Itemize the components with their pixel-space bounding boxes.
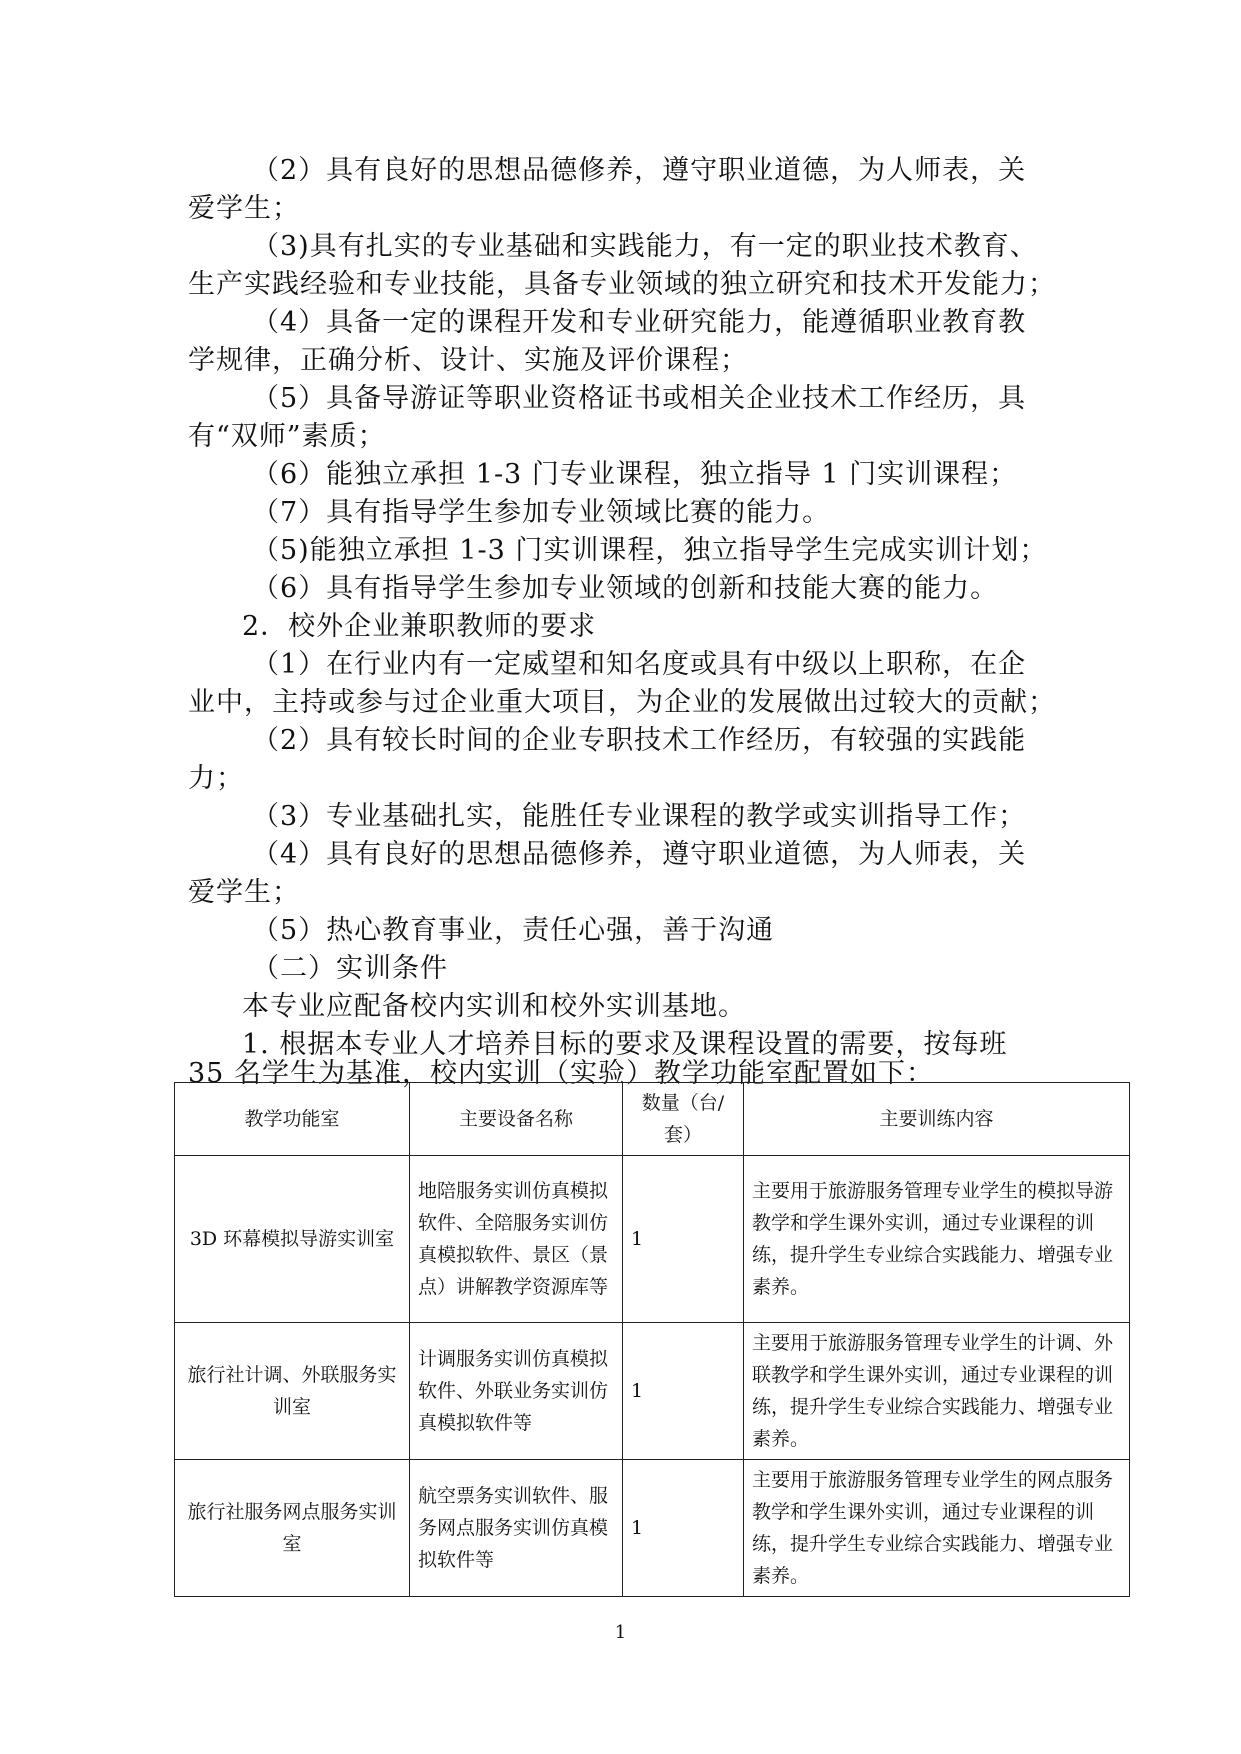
text-line: （6）能独立承担 1-3 门专业课程，独立指导 1 门实训课程； (252, 459, 1018, 490)
table-row (175, 1323, 1130, 1460)
text-line: （5）具备导游证等职业资格证书或相关企业技术工作经历，具 (252, 383, 1027, 414)
facilities-table (174, 1082, 1130, 1597)
text-line: （4）具备一定的课程开发和专业研究能力，能遵循职业教育教 (252, 307, 1027, 338)
text-line: （1）在行业内有一定威望和知名度或具有中级以上职称，在企 (252, 649, 1027, 680)
text-line: （3）专业基础扎实，能胜任专业课程的教学或实训指导工作； (252, 801, 1027, 832)
table-row (175, 1156, 1130, 1323)
section-heading: （二）实训条件 (252, 953, 448, 984)
text-line: 有“双师”素质； (188, 421, 386, 452)
text-line: 1. 根据本专业人才培养目标的要求及课程设置的需要，按每班 (242, 1029, 1008, 1060)
content-cell: 主要用于旅游服务管理专业学生的网点服务教学和学生课外实训，通过专业课程的训练，提升学生专业综合实践能力、增强专业素养。 (744, 1460, 1130, 1597)
equipment-cell: 航空票务实训软件、服务网点服务实训仿真模拟软件等 (410, 1460, 623, 1597)
text-line: 35 名学生为基准，校内实训（实验）教学功能室配置如下： (188, 1058, 934, 1089)
quantity-cell: 1 (623, 1323, 744, 1460)
text-line: 学规律，正确分析、设计、实施及评价课程； (188, 345, 748, 376)
text-line: （3)具有扎实的专业基础和实践能力，有一定的职业技术教育、 (252, 231, 1038, 262)
text-line: （2）具有良好的思想品德修养，遵守职业道德，为人师表，关 (252, 155, 1027, 186)
room-cell: 旅行社服务网点服务实训室 (175, 1460, 410, 1597)
text-line: （5）热心教育事业，责任心强，善于沟通 (252, 915, 775, 946)
text-line: 业中，主持或参与过企业重大项目，为企业的发展做出过较大的贡献； (188, 687, 1056, 718)
column-header: 教学功能室 (175, 1083, 410, 1156)
column-header: 主要设备名称 (410, 1083, 623, 1156)
table-header-row (175, 1083, 1130, 1156)
room-cell: 3D 环幕模拟导游实训室 (175, 1156, 410, 1323)
text-line: （6）具有指导学生参加专业领域的创新和技能大赛的能力。 (252, 573, 999, 604)
room-cell: 旅行社计调、外联服务实训室 (175, 1323, 410, 1460)
table-row (175, 1460, 1130, 1597)
quantity-cell: 1 (623, 1460, 744, 1597)
text-line: （2）具有较长时间的企业专职技术工作经历，有较强的实践能 (252, 725, 1027, 756)
column-header: 主要训练内容 (744, 1083, 1130, 1156)
quantity-cell: 1 (623, 1156, 744, 1323)
text-line: （7）具有指导学生参加专业领域比赛的能力。 (252, 497, 831, 528)
text-line: 爱学生； (188, 877, 300, 908)
text-line: 生产实践经验和专业技能，具备专业领域的独立研究和技术开发能力； (188, 269, 1056, 300)
text-line: 本专业应配备校内实训和校外实训基地。 (242, 991, 746, 1022)
text-line: 力； (188, 763, 244, 794)
column-header: 数量（台/套） (623, 1083, 744, 1156)
text-line: 爱学生； (188, 193, 300, 224)
section-heading: 2．校外企业兼职教师的要求 (242, 611, 597, 642)
equipment-cell: 地陪服务实训仿真模拟软件、全陪服务实训仿真模拟软件、景区（景点）讲解教学资源库等 (410, 1156, 623, 1323)
content-cell: 主要用于旅游服务管理专业学生的计调、外联教学和学生课外实训，通过专业课程的训练，提升学生专业综合实践能力、增强专业素养。 (744, 1323, 1130, 1460)
text-line: （5)能独立承担 1-3 门实训课程，独立指导学生完成实训计划； (252, 535, 1048, 566)
content-cell: 主要用于旅游服务管理专业学生的模拟导游教学和学生课外实训，通过专业课程的训练，提升学生专业综合实践能力、增强专业素养。 (744, 1156, 1130, 1323)
text-line: （4）具有良好的思想品德修养，遵守职业道德，为人师表，关 (252, 839, 1027, 870)
equipment-cell: 计调服务实训仿真模拟软件、外联业务实训仿真模拟软件等 (410, 1323, 623, 1460)
page-number: 1 (614, 1622, 627, 1643)
